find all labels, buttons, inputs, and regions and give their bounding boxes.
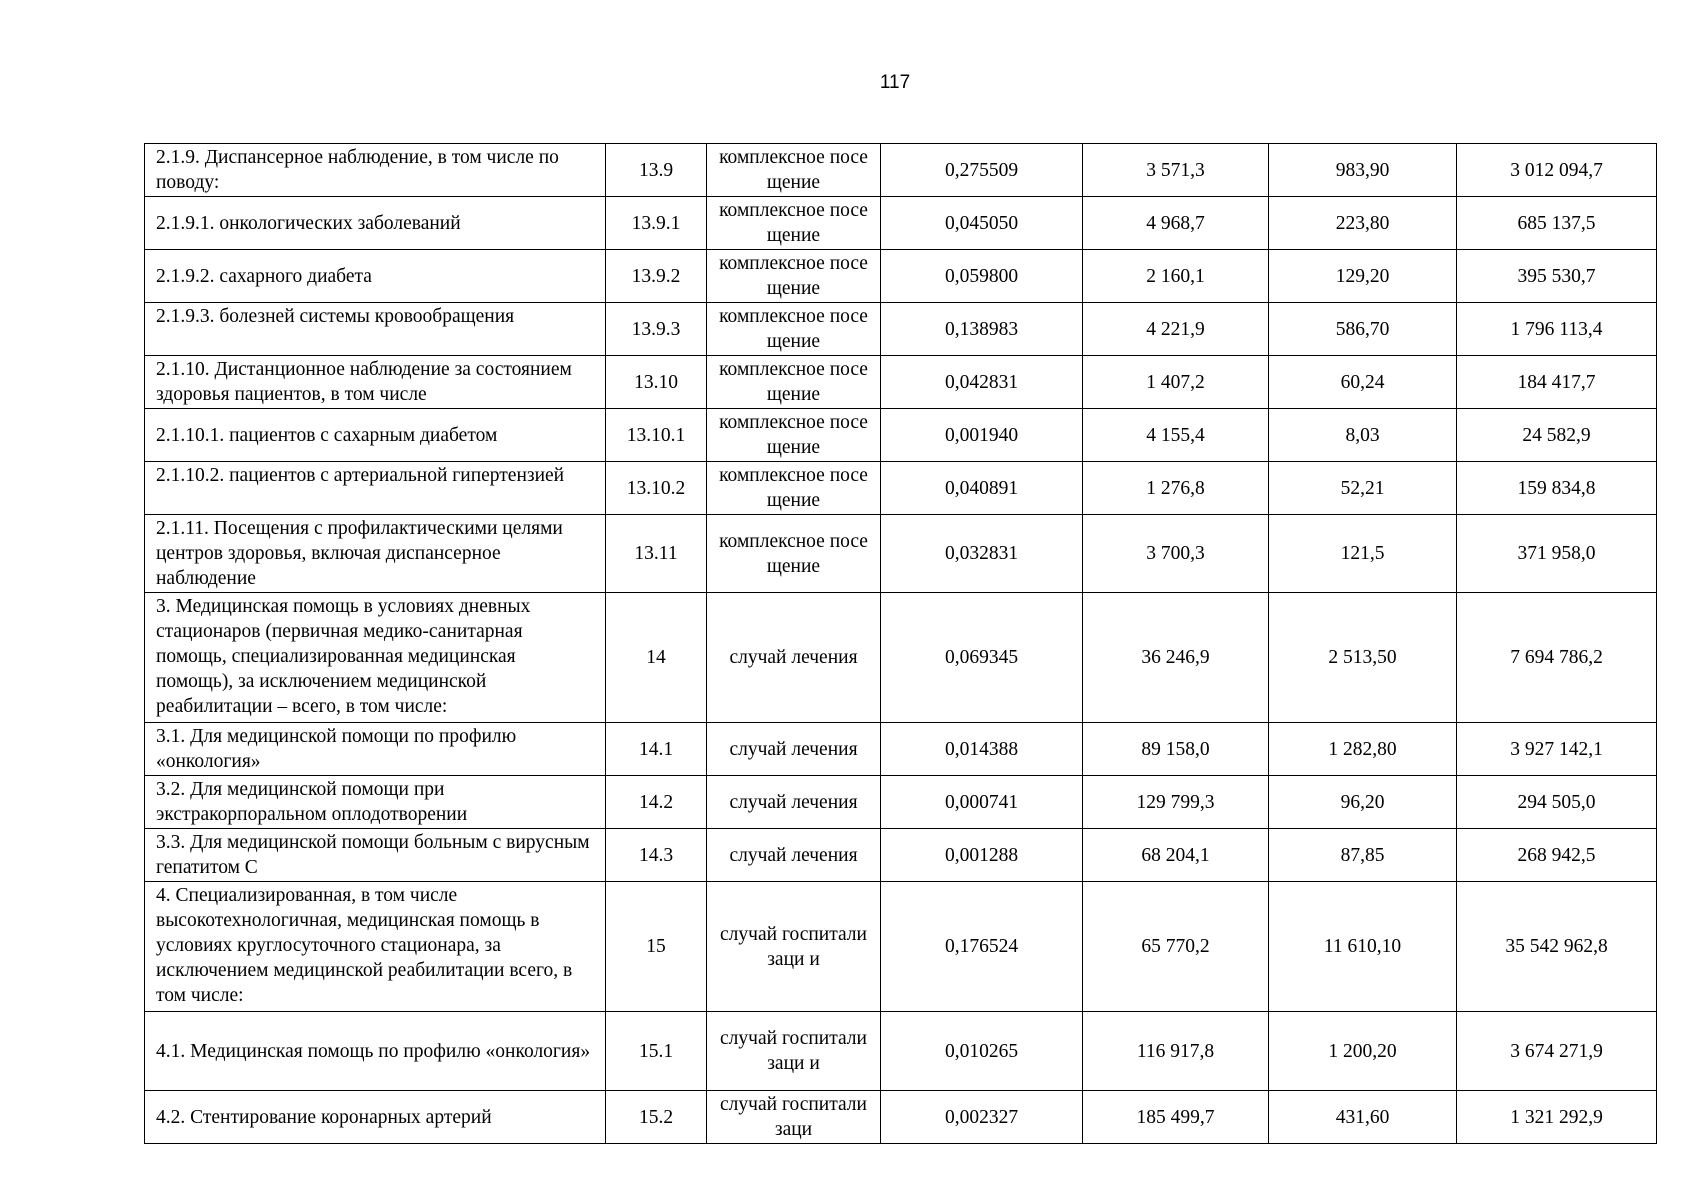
row-total: 184 417,7 [1457, 356, 1657, 409]
row-name: 2.1.10. Дистанционное наблюдение за состоянием здоровья пациентов, в том числе [145, 356, 606, 409]
table-row [145, 593, 1657, 723]
row-name: 2.1.9.2. сахарного диабета [145, 250, 606, 303]
row-name: 3. Медицинская помощь в условиях дневных стационаров (первичная медико-санитарная помощь, специализированная медицинская помощь), за исключением медицинской реабилитации – всего, в том числе: [145, 593, 606, 723]
row-per-capita: 11 610,10 [1269, 882, 1457, 1012]
row-cost: 4 968,7 [1083, 197, 1269, 250]
row-name: 3.3. Для медицинской помощи больным с вирусным гепатитом С [145, 829, 606, 882]
row-cost: 4 155,4 [1083, 409, 1269, 462]
row-norm: 0,010265 [881, 1012, 1083, 1091]
row-per-capita: 1 282,80 [1269, 723, 1457, 776]
row-code: 14.2 [606, 776, 707, 829]
row-unit: комплексное посещение [707, 409, 881, 462]
row-norm: 0,014388 [881, 723, 1083, 776]
row-total: 159 834,8 [1457, 462, 1657, 515]
row-per-capita: 8,03 [1269, 409, 1457, 462]
row-name: 3.2. Для медицинской помощи при экстракорпоральном оплодотворении [145, 776, 606, 829]
table-row [145, 1091, 1657, 1144]
row-code: 13.10.1 [606, 409, 707, 462]
row-unit: комплексное посещение [707, 250, 881, 303]
row-total: 685 137,5 [1457, 197, 1657, 250]
row-cost: 3 700,3 [1083, 515, 1269, 593]
row-cost: 1 276,8 [1083, 462, 1269, 515]
row-cost: 36 246,9 [1083, 593, 1269, 723]
row-unit: комплексное посещение [707, 197, 881, 250]
row-per-capita: 121,5 [1269, 515, 1457, 593]
row-cost: 4 221,9 [1083, 303, 1269, 356]
row-total: 35 542 962,8 [1457, 882, 1657, 1012]
row-unit: случай госпитализаци и [707, 1012, 881, 1091]
row-unit: случай госпитализаци [707, 1091, 881, 1144]
table-row [145, 776, 1657, 829]
row-code: 13.9 [606, 144, 707, 197]
row-code: 15.2 [606, 1091, 707, 1144]
table-row [145, 303, 1657, 356]
row-unit: комплексное посещение [707, 303, 881, 356]
row-cost: 68 204,1 [1083, 829, 1269, 882]
row-unit: комплексное посещение [707, 462, 881, 515]
row-name: 2.1.9.1. онкологических заболеваний [145, 197, 606, 250]
row-total: 3 012 094,7 [1457, 144, 1657, 197]
row-cost: 65 770,2 [1083, 882, 1269, 1012]
row-name: 4.2. Стентирование коронарных артерий [145, 1091, 606, 1144]
row-unit: случай госпитализаци и [707, 882, 881, 1012]
row-cost: 3 571,3 [1083, 144, 1269, 197]
row-code: 13.10 [606, 356, 707, 409]
row-cost: 1 407,2 [1083, 356, 1269, 409]
row-unit: случай лечения [707, 593, 881, 723]
row-per-capita: 96,20 [1269, 776, 1457, 829]
table-row [145, 882, 1657, 1012]
row-total: 7 694 786,2 [1457, 593, 1657, 723]
row-norm: 0,138983 [881, 303, 1083, 356]
table-row [145, 829, 1657, 882]
page-number: 117 [879, 72, 911, 93]
row-norm: 0,001940 [881, 409, 1083, 462]
row-per-capita: 431,60 [1269, 1091, 1457, 1144]
table-row [145, 723, 1657, 776]
row-norm: 0,275509 [881, 144, 1083, 197]
table-body [145, 144, 1657, 1144]
row-total: 24 582,9 [1457, 409, 1657, 462]
row-cost: 116 917,8 [1083, 1012, 1269, 1091]
row-per-capita: 60,24 [1269, 356, 1457, 409]
row-total: 395 530,7 [1457, 250, 1657, 303]
row-name: 2.1.10.1. пациентов с сахарным диабетом [145, 409, 606, 462]
row-norm: 0,176524 [881, 882, 1083, 1012]
row-per-capita: 129,20 [1269, 250, 1457, 303]
row-cost: 185 499,7 [1083, 1091, 1269, 1144]
table-row [145, 144, 1657, 197]
row-per-capita: 586,70 [1269, 303, 1457, 356]
row-unit: случай лечения [707, 829, 881, 882]
row-code: 13.9.1 [606, 197, 707, 250]
row-total: 3 927 142,1 [1457, 723, 1657, 776]
row-unit: комплексное посещение [707, 356, 881, 409]
row-cost: 129 799,3 [1083, 776, 1269, 829]
row-norm: 0,032831 [881, 515, 1083, 593]
row-norm: 0,002327 [881, 1091, 1083, 1144]
table-row [145, 356, 1657, 409]
table-row [145, 462, 1657, 515]
row-code: 13.11 [606, 515, 707, 593]
row-cost: 2 160,1 [1083, 250, 1269, 303]
row-total: 1 321 292,9 [1457, 1091, 1657, 1144]
table-row [145, 515, 1657, 593]
row-total: 3 674 271,9 [1457, 1012, 1657, 1091]
row-norm: 0,001288 [881, 829, 1083, 882]
row-per-capita: 1 200,20 [1269, 1012, 1457, 1091]
row-name: 2.1.10.2. пациентов с артериальной гипертензией [145, 462, 606, 515]
row-code: 13.10.2 [606, 462, 707, 515]
row-unit: случай лечения [707, 776, 881, 829]
row-code: 15 [606, 882, 707, 1012]
table-row [145, 409, 1657, 462]
row-total: 1 796 113,4 [1457, 303, 1657, 356]
row-unit: комплексное посещение [707, 515, 881, 593]
row-name: 4. Специализированная, в том числе высокотехнологичная, медицинская помощь в условиях круглосуточного стационара, за исключением медицинской реабилитации всего, в том числе: [145, 882, 606, 1012]
row-norm: 0,040891 [881, 462, 1083, 515]
row-code: 14.1 [606, 723, 707, 776]
row-unit: комплексное посещение [707, 144, 881, 197]
row-code: 14.3 [606, 829, 707, 882]
row-per-capita: 2 513,50 [1269, 593, 1457, 723]
row-code: 13.9.2 [606, 250, 707, 303]
row-total: 294 505,0 [1457, 776, 1657, 829]
row-name: 4.1. Медицинская помощь по профилю «онкология» [145, 1012, 606, 1091]
row-name: 3.1. Для медицинской помощи по профилю «онкология» [145, 723, 606, 776]
row-per-capita: 87,85 [1269, 829, 1457, 882]
financing-table [144, 143, 1657, 1144]
row-code: 14 [606, 593, 707, 723]
row-unit: случай лечения [707, 723, 881, 776]
row-total: 268 942,5 [1457, 829, 1657, 882]
table-row [145, 197, 1657, 250]
row-norm: 0,045050 [881, 197, 1083, 250]
row-total: 371 958,0 [1457, 515, 1657, 593]
row-name: 2.1.11. Посещения с профилактическими целями центров здоровья, включая диспансерное наблюдение [145, 515, 606, 593]
row-cost: 89 158,0 [1083, 723, 1269, 776]
row-per-capita: 223,80 [1269, 197, 1457, 250]
row-code: 15.1 [606, 1012, 707, 1091]
table-row [145, 250, 1657, 303]
row-name: 2.1.9. Диспансерное наблюдение, в том числе по поводу: [145, 144, 606, 197]
row-per-capita: 983,90 [1269, 144, 1457, 197]
row-per-capita: 52,21 [1269, 462, 1457, 515]
row-norm: 0,069345 [881, 593, 1083, 723]
row-norm: 0,059800 [881, 250, 1083, 303]
row-norm: 0,042831 [881, 356, 1083, 409]
table-row [145, 1012, 1657, 1091]
row-norm: 0,000741 [881, 776, 1083, 829]
row-code: 13.9.3 [606, 303, 707, 356]
row-name: 2.1.9.3. болезней системы кровообращения [145, 303, 606, 356]
